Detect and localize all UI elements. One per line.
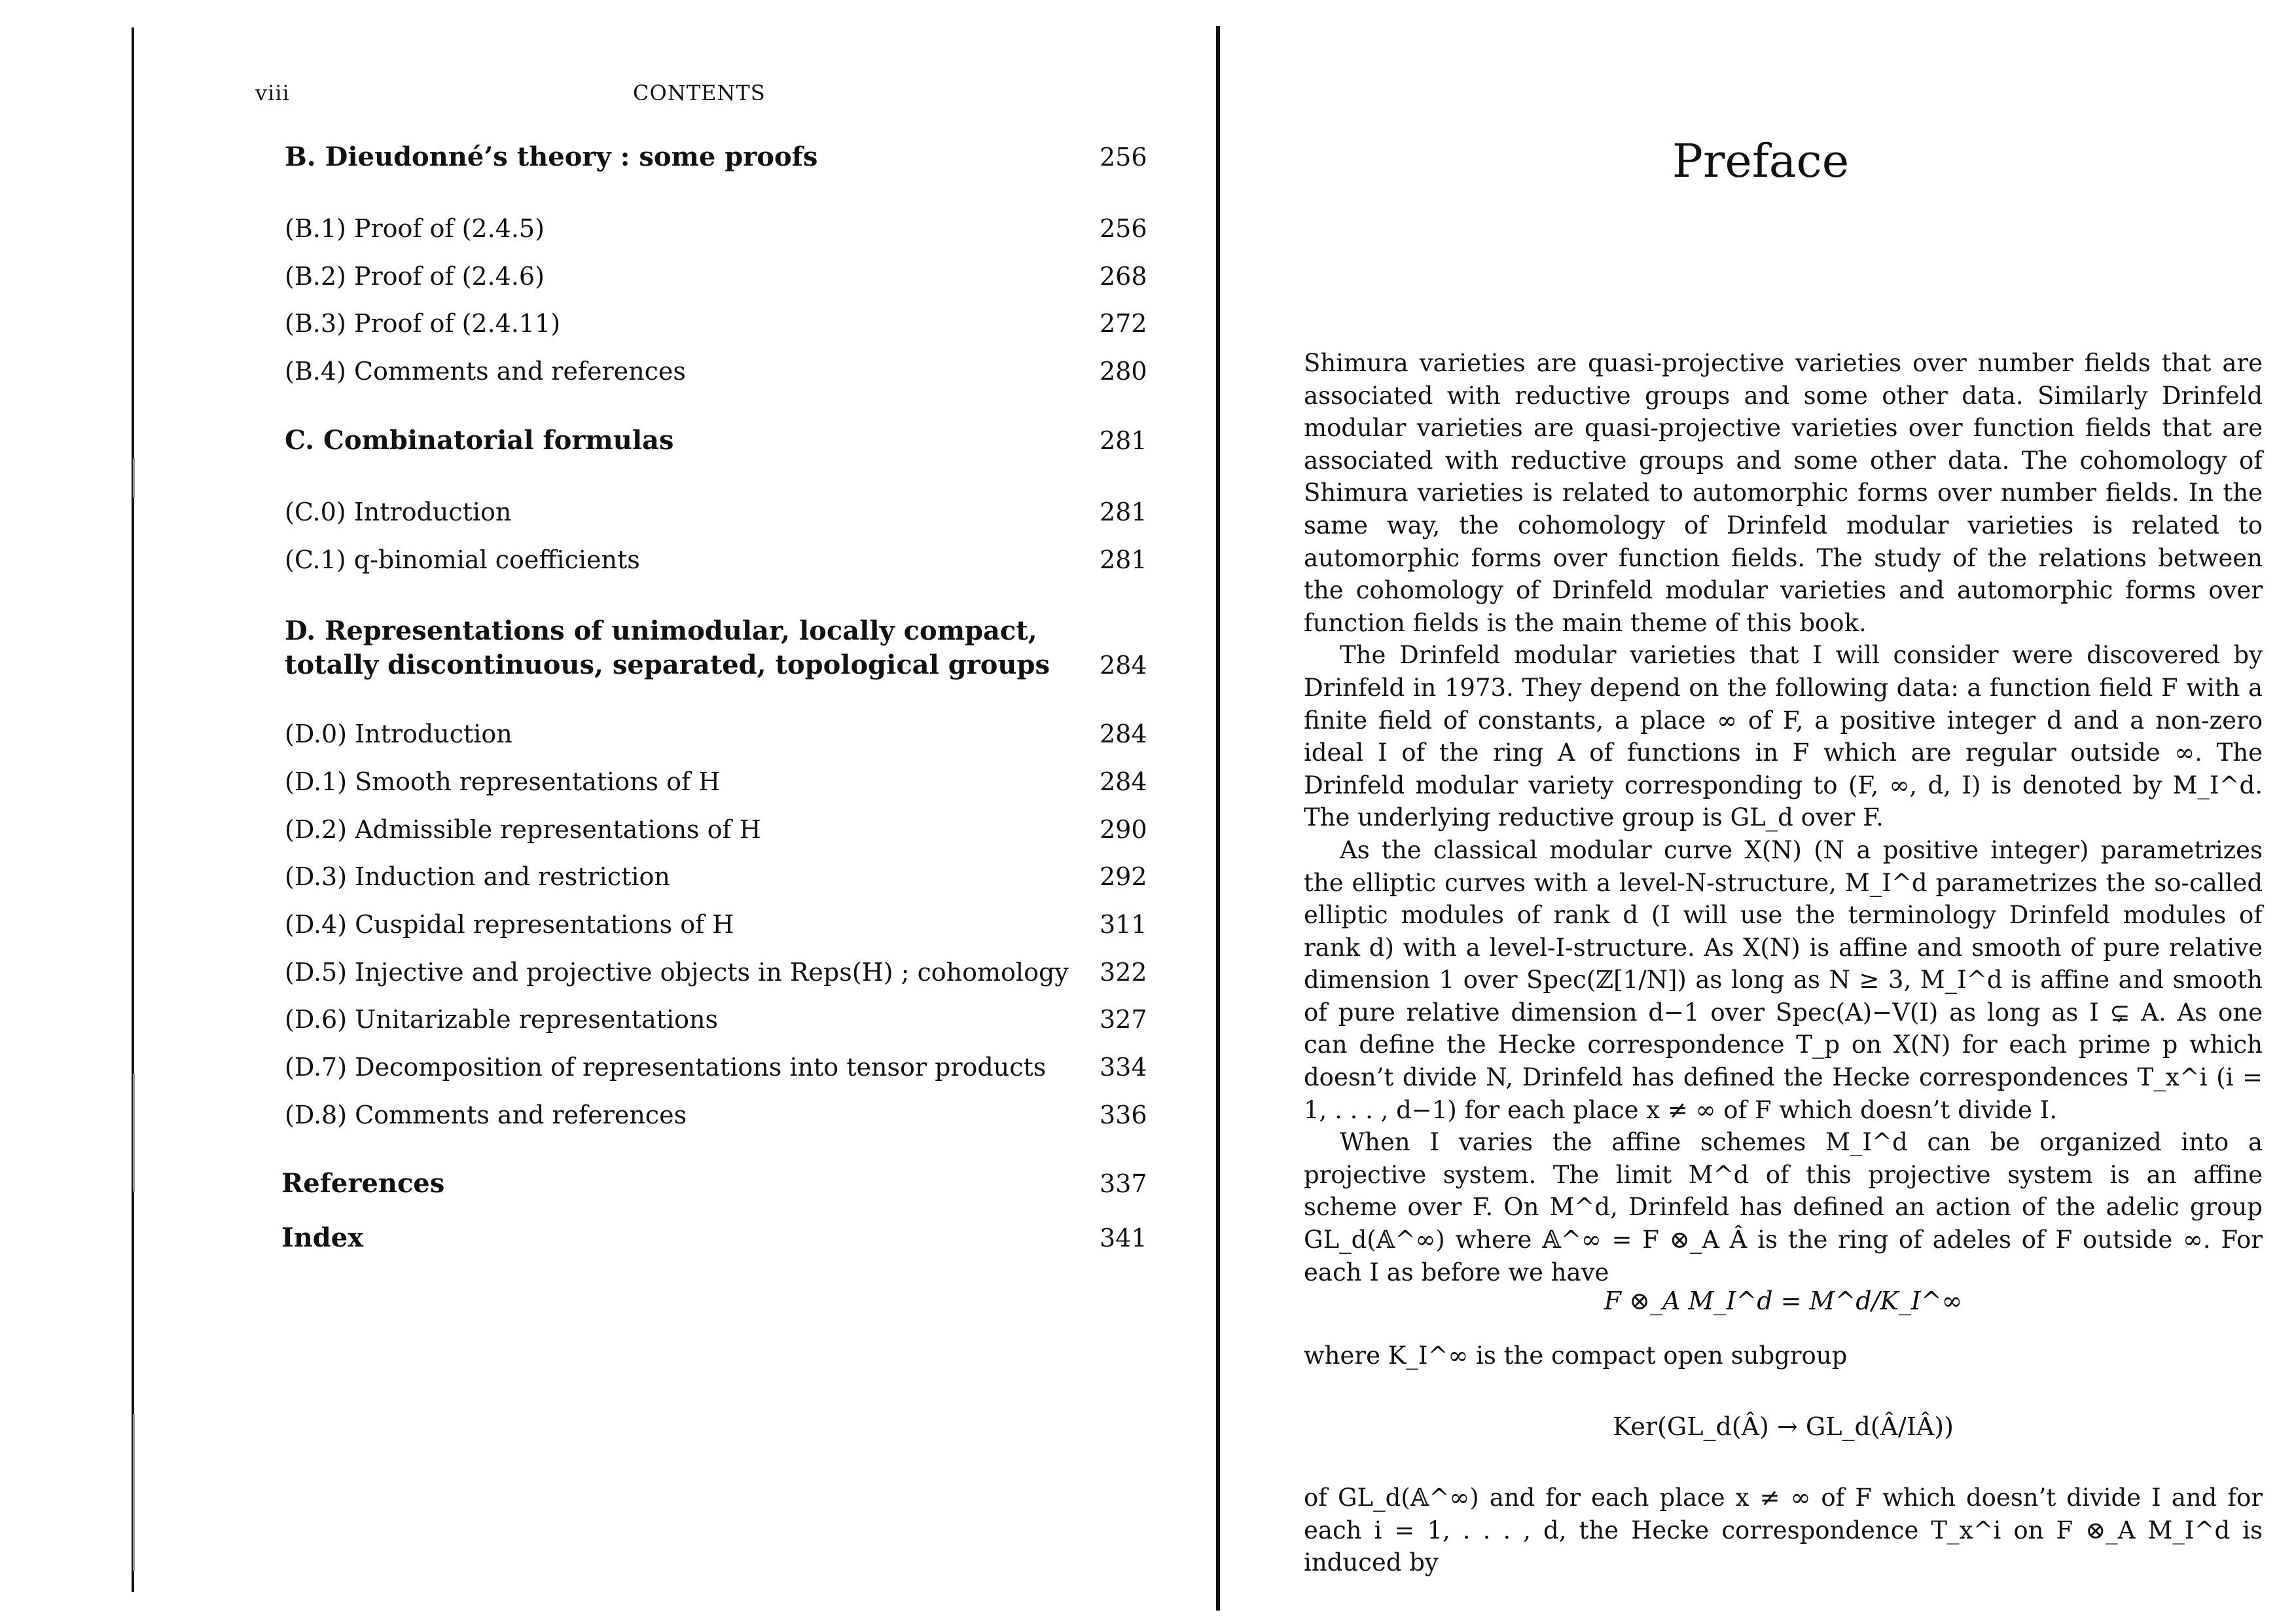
toc-entry-b4[interactable]: (B.4) Comments and references 280: [285, 357, 1147, 386]
toc-entry-d3[interactable]: (D.3) Induction and restriction 292: [285, 862, 1147, 891]
toc-entry-b3[interactable]: (B.3) Proof of (2.4.11) 272: [285, 309, 1147, 338]
preface-text-between: where K_I^∞ is the compact open subgroup: [1304, 1341, 1848, 1370]
toc-entry-b1[interactable]: (B.1) Proof of (2.4.5) 256: [285, 214, 1147, 243]
page-number: viii: [255, 81, 290, 105]
preface-paragraph-4: When I varies the affine schemes M_I^d can be organized into a projective system. The limit M^d of this projective system is an affine scheme over F. On M^d, Drinfeld has defined an action of the adelic group GL_d(𝔸^∞) where 𝔸^∞ = F ⊗_A Â is the ring of adeles of F outside ∞. For each I as before we have: [1304, 1128, 2263, 1286]
toc-heading-d[interactable]: D. Representations of unimodular, locally compact, totally discontinuous, separated, topological groups 284: [285, 615, 1147, 680]
toc-entry-d1[interactable]: (D.1) Smooth representations of H 284: [285, 767, 1147, 796]
toc-entry-c1[interactable]: (C.1) q-binomial coefficients 281: [285, 545, 1147, 574]
preface-paragraph-tail: of GL_d(𝔸^∞) and for each place x ≠ ∞ of F which doesn’t divide I and for each i = 1, . . . , d, the Hecke correspondence T_x^i on F ⊗_A M_I^d is induced by: [1304, 1484, 2263, 1577]
toc-entry-d2[interactable]: (D.2) Admissible representations of H 290: [285, 815, 1147, 844]
display-equation-2: Ker(GL_d(Â) → GL_d(Â/IÂ)): [1613, 1412, 1954, 1441]
toc-references[interactable]: References 337: [281, 1168, 1147, 1199]
toc-entry-d0[interactable]: (D.0) Introduction 284: [285, 720, 1147, 748]
preface-paragraph-2: The Drinfeld modular varieties that I will consider were discovered by Drinfeld in 1973. They depend on the following data: a function field F with a finite field of constants, a place ∞ of F, a positive integer d and a non-zero ideal I of the ring A of functions in F which are regular outside ∞. The Drinfeld modular variety corresponding to (F, ∞, d, I) is denoted by M_I^d. The underlying reductive group is GL_d over F.: [1304, 641, 2263, 832]
preface-title: Preface: [1672, 134, 1850, 188]
preface-paragraph-3: As the classical modular curve X(N) (N a positive integer) parametrizes the elliptic curves with a level-N-structure, M_I^d parametrizes the so-called elliptic modules of rank d (I will use the terminology Drinfeld modules of rank d) with a level-I-structure. As X(N) is affine and smooth of pure relative dimension 1 over Spec(ℤ[1/N]) as long as N ≥ 3, M_I^d is affine and smooth of pure relative dimension d−1 over Spec(A)−V(I) as long as I ⊊ A. As one can define the Hecke correspondence T_p on X(N) for each prime p which doesn’t divide N, Drinfeld has defined the Hecke correspondences T_x^i (i = 1, . . . , d−1) for each place x ≠ ∞ of F which doesn’t divide I.: [1304, 835, 2263, 1124]
toc-entry-c0[interactable]: (C.0) Introduction 281: [285, 498, 1147, 526]
running-head-title: CONTENTS: [633, 81, 766, 105]
toc-entry-b2[interactable]: (B.2) Proof of (2.4.6) 268: [285, 262, 1147, 291]
preface-body: [1304, 347, 2263, 1288]
right-page-preface: [1227, 0, 2296, 1623]
toc-entry-d4[interactable]: (D.4) Cuspidal representations of H 311: [285, 910, 1147, 939]
toc-entry-d6[interactable]: (D.6) Unitarizable representations 327: [285, 1005, 1147, 1034]
toc-entry-d5[interactable]: (D.5) Injective and projective objects in Reps(H) ; cohomology 322: [285, 958, 1147, 987]
toc-entry-d7[interactable]: (D.7) Decomposition of representations into tensor products 334: [285, 1053, 1147, 1082]
display-equation-1: F ⊗_A M_I^d = M^d/K_I^∞: [1604, 1286, 1963, 1315]
toc-heading-c[interactable]: C. Combinatorial formulas 281: [285, 425, 1147, 456]
preface-paragraph-1: Shimura varieties are quasi-projective varieties over number fields that are associated with reductive groups and some other data. Similarly Drinfeld modular varieties are quasi-projective varieties over function fields that are associated with reductive groups and some other data. The cohomology of Shimura varieties is related to automorphic forms over number fields. In the same way, the cohomology of Drinfeld modular varieties is related to automorphic forms over function fields. The study of the relations between the cohomology of Drinfeld modular varieties and automorphic forms over function fields is the main theme of this book.: [1304, 349, 2263, 637]
toc-entry-d8[interactable]: (D.8) Comments and references 336: [285, 1101, 1147, 1129]
toc-index[interactable]: Index 341: [281, 1222, 1147, 1253]
toc-heading-b[interactable]: B. Dieudonné’s theory : some proofs 256: [285, 141, 1147, 172]
